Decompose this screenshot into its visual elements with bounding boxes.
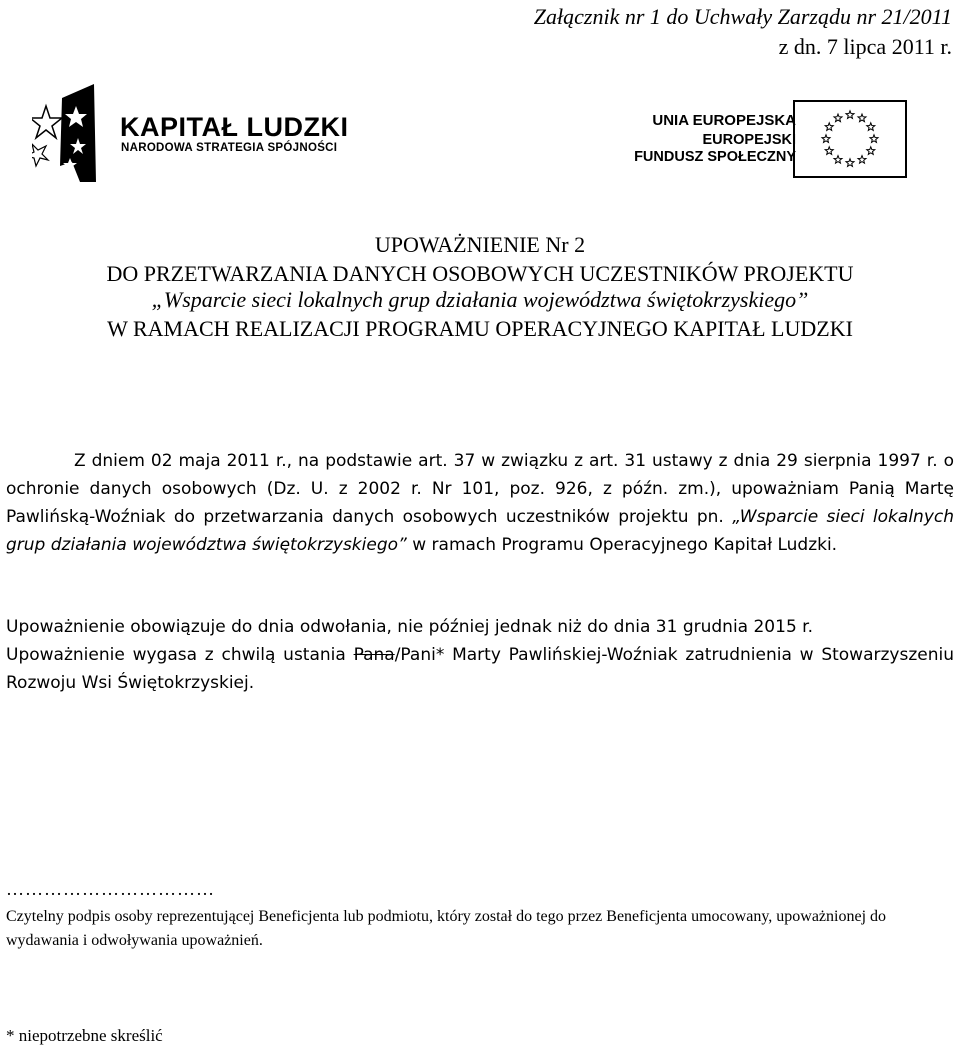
eu-logo-line3: FUNDUSZ SPOŁECZNY: [634, 149, 796, 165]
project-name-inline: „Wsparcie sieci lokalnych grup działania województwa świętokrzyskiego”: [6, 507, 954, 555]
eu-star-icon: [846, 159, 854, 167]
struck-word: Pana: [353, 645, 395, 665]
eu-star-icon: [858, 114, 866, 122]
eu-star-icon: [834, 114, 842, 122]
eu-star-icon: [825, 123, 833, 131]
eu-star-icon: [822, 135, 830, 143]
title-project-name: „Wsparcie sieci lokalnych grup działania województwa świętokrzyskiego”: [151, 287, 809, 312]
title-line2: DO PRZETWARZANIA DANYCH OSOBOWYCH UCZESTNIKÓW PROJEKTU: [106, 261, 854, 286]
kapital-ludzki-subtitle: NARODOWA STRATEGIA SPÓJNOŚCI: [121, 142, 338, 154]
logo-star-icon: [32, 144, 48, 166]
attachment-date: z dn. 7 lipca 2011 r.: [778, 34, 952, 59]
validity-paragraph: [6, 613, 954, 697]
signature-caption: Czytelny podpis osoby reprezentującej Beneficjenta lub podmiotu, który został do tego przez Beneficjenta umocowany, upoważnionej do wydawania i odwoływania upoważnień.: [6, 908, 887, 949]
authorization-text-end: w ramach Programu Operacyjnego Kapitał Ludzki.: [412, 535, 838, 555]
signature-dots: ……………………………: [6, 879, 215, 899]
expiry-sentence: [6, 641, 954, 697]
eu-star-icon: [825, 147, 833, 155]
eu-flag-icon: [793, 100, 907, 178]
eu-star-icon: [870, 135, 878, 143]
title-line1: UPOWAŻNIENIE Nr 2: [374, 232, 586, 257]
logo-star-icon: [32, 106, 62, 138]
authorization-text: Z dniem 02 maja 2011 r., na podstawie art. 37 w związku z art. 31 ustawy z dnia 29 sierpnia 1997 r. o ochronie danych osobowych (Dz. U. z 2002 r. Nr 101, poz. 926, z późn. zm.), upoważniam Panią Martę Pawlińską-Woźniak do przetwarzania danych osobowych uczestników projektu pn.: [6, 451, 954, 527]
validity-line: Upoważnienie obowiązuje do dnia odwołania, nie później jednak niż do dnia 31 grudnia 2015 r.: [6, 617, 813, 637]
kapital-ludzki-name: KAPITAŁ LUDZKI: [120, 112, 349, 142]
eu-star-icon: [867, 147, 875, 155]
logo-dark-shape: [60, 84, 96, 182]
eu-star-icon: [846, 111, 854, 119]
eu-stars-icon: [795, 102, 905, 176]
eu-logo-line2: EUROPEJSKI: [702, 132, 796, 148]
expiry-text-post: /Pani* Marty Pawlińskiej-Woźniak zatrudnienia w Stowarzyszeniu Rozwoju Wsi Świętokrzyskiej.: [6, 645, 954, 693]
eu-star-icon: [858, 156, 866, 164]
attachment-line: Załącznik nr 1 do Uchwały Zarządu nr 21/2011: [533, 4, 952, 29]
eu-star-icon: [834, 156, 842, 164]
title-line4: W RAMACH REALIZACJI PROGRAMU OPERACYJNEGO KAPITAŁ LUDZKI: [107, 316, 853, 341]
footnote: * niepotrzebne skreślić: [6, 1026, 163, 1045]
eu-star-icon: [867, 123, 875, 131]
eu-logo-line1: UNIA EUROPEJSKA: [652, 112, 796, 129]
authorization-paragraph: [6, 447, 954, 559]
expiry-text-pre: Upoważnienie wygasa z chwilą ustania: [6, 645, 346, 665]
